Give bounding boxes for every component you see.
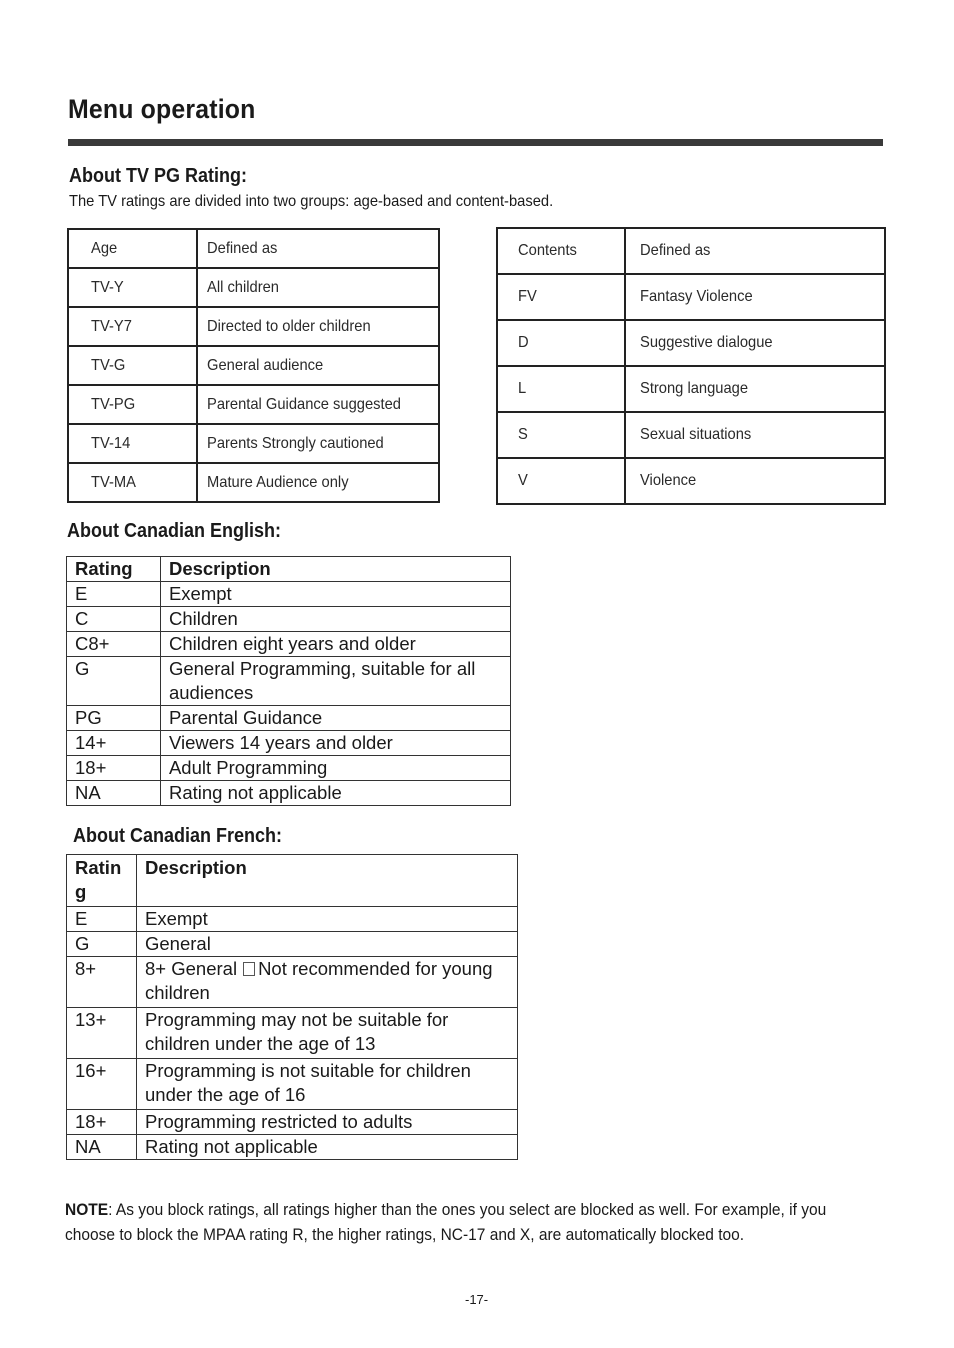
table-cell: Mature Audience only (207, 473, 349, 491)
table-cell: L (518, 380, 527, 397)
table-row (68, 385, 439, 424)
table-row (67, 957, 518, 1008)
table-row (67, 756, 511, 781)
table-cell: Parents Strongly cautioned (207, 434, 384, 452)
table-row (497, 320, 885, 366)
cell-text: 8+ General (145, 958, 238, 979)
tv-pg-intro: The TV ratings are divided into two groups: age-based and content-based. (69, 193, 554, 210)
table-cell: PG (67, 706, 161, 731)
note-paragraph (65, 1198, 845, 1248)
table-cell (137, 957, 518, 1008)
table-cell: G (67, 657, 161, 706)
table-cell: Violence (640, 472, 697, 489)
table-cell: NA (67, 1135, 137, 1160)
table-cell: TV-PG (91, 395, 136, 413)
table-cell: TV-Y7 (91, 317, 132, 335)
table-cell: Programming may not be suitable for children under the age of 13 (137, 1008, 518, 1059)
canadian-french-table (66, 854, 518, 1160)
table-cell: TV-MA (91, 473, 136, 491)
page-number: -17- (465, 1292, 489, 1307)
table-cell: FV (518, 288, 537, 305)
table-cell: Strong language (640, 380, 749, 397)
table-cell: E (67, 582, 161, 607)
tv-content-table (496, 227, 886, 505)
table-row (67, 582, 511, 607)
table-row (67, 781, 511, 806)
table-cell: 14+ (67, 731, 161, 756)
table-cell: Description (160, 557, 510, 582)
table-cell: TV-Y (91, 278, 124, 296)
table-cell: G (67, 932, 137, 957)
table-cell: Children eight years and older (160, 632, 510, 657)
table-cell: All children (207, 278, 280, 296)
table-cell: Programming restricted to adults (137, 1110, 518, 1135)
canadian-english-heading: About Canadian English: (67, 520, 282, 542)
table-cell: C (67, 607, 161, 632)
table-cell: NA (67, 781, 161, 806)
table-cell: Defined as (640, 242, 711, 259)
table-cell: General Programming, suitable for all audiences (160, 657, 510, 706)
table-row (68, 424, 439, 463)
table-cell: Adult Programming (160, 756, 510, 781)
table-cell: 18+ (67, 1110, 137, 1135)
table-cell: Parental Guidance suggested (207, 395, 401, 413)
table-cell: Sexual situations (640, 426, 752, 443)
table-header-row (67, 557, 511, 582)
table-cell: Children (160, 607, 510, 632)
table-cell: Defined as (207, 239, 278, 257)
table-cell: Fantasy Violence (640, 288, 753, 305)
table-cell: S (518, 426, 528, 443)
cell-text: Not recommended for young children (145, 958, 493, 1003)
table-cell: Suggestive dialogue (640, 334, 773, 351)
table-cell: Rating not applicable (160, 781, 510, 806)
table-row (67, 731, 511, 756)
table-row (68, 268, 439, 307)
table-cell: Parental Guidance (160, 706, 510, 731)
table-cell: 18+ (67, 756, 161, 781)
tv-age-table (67, 228, 440, 503)
tv-pg-heading: About TV PG Rating: (69, 165, 247, 187)
table-cell: E (67, 907, 137, 932)
table-cell: Viewers 14 years and older (160, 731, 510, 756)
table-cell: Directed to older children (207, 317, 371, 335)
table-row (67, 657, 511, 706)
table-row (67, 907, 518, 932)
table-row (67, 607, 511, 632)
table-cell: Programming is not suitable for children under the age of 16 (137, 1059, 518, 1110)
table-cell: Ratin g (67, 855, 137, 907)
title-divider (68, 139, 883, 146)
table-row (67, 1059, 518, 1110)
table-row (67, 932, 518, 957)
page-title: Menu operation (68, 94, 256, 124)
table-cell: General (137, 932, 518, 957)
table-row (68, 346, 439, 385)
note-text: : As you block ratings, all ratings higher than the ones you select are blocked as well. For example, if you choose to block the MPAA rating R, the higher ratings, NC-17 and X, are automatically blocked too. (65, 1201, 827, 1244)
table-cell: Rating (67, 557, 161, 582)
missing-glyph-icon (243, 962, 255, 976)
table-row (67, 1110, 518, 1135)
table-cell: 13+ (67, 1008, 137, 1059)
table-row (67, 706, 511, 731)
table-header-row (497, 228, 885, 274)
table-row (67, 1135, 518, 1160)
canadian-english-table (66, 556, 511, 806)
table-row (67, 1008, 518, 1059)
table-cell: D (518, 334, 529, 351)
table-cell: Exempt (160, 582, 510, 607)
canadian-french-heading: About Canadian French: (73, 825, 283, 847)
table-row (497, 458, 885, 504)
table-row (497, 274, 885, 320)
note-label: NOTE (65, 1201, 109, 1219)
table-row (68, 463, 439, 502)
table-header-row (67, 855, 518, 907)
table-cell: C8+ (67, 632, 161, 657)
table-cell: V (518, 472, 528, 489)
table-cell: Contents (518, 242, 577, 259)
table-cell: 8+ (67, 957, 137, 1008)
table-row (68, 307, 439, 346)
table-row (497, 366, 885, 412)
table-header-row (68, 229, 439, 268)
table-cell: Description (137, 855, 518, 907)
table-cell: TV-G (91, 356, 126, 374)
table-cell: Exempt (137, 907, 518, 932)
table-cell: Age (91, 239, 118, 257)
table-cell: Rating not applicable (137, 1135, 518, 1160)
table-row (497, 412, 885, 458)
table-cell: TV-14 (91, 434, 131, 452)
table-row (67, 632, 511, 657)
table-cell: General audience (207, 356, 324, 374)
table-cell: 16+ (67, 1059, 137, 1110)
